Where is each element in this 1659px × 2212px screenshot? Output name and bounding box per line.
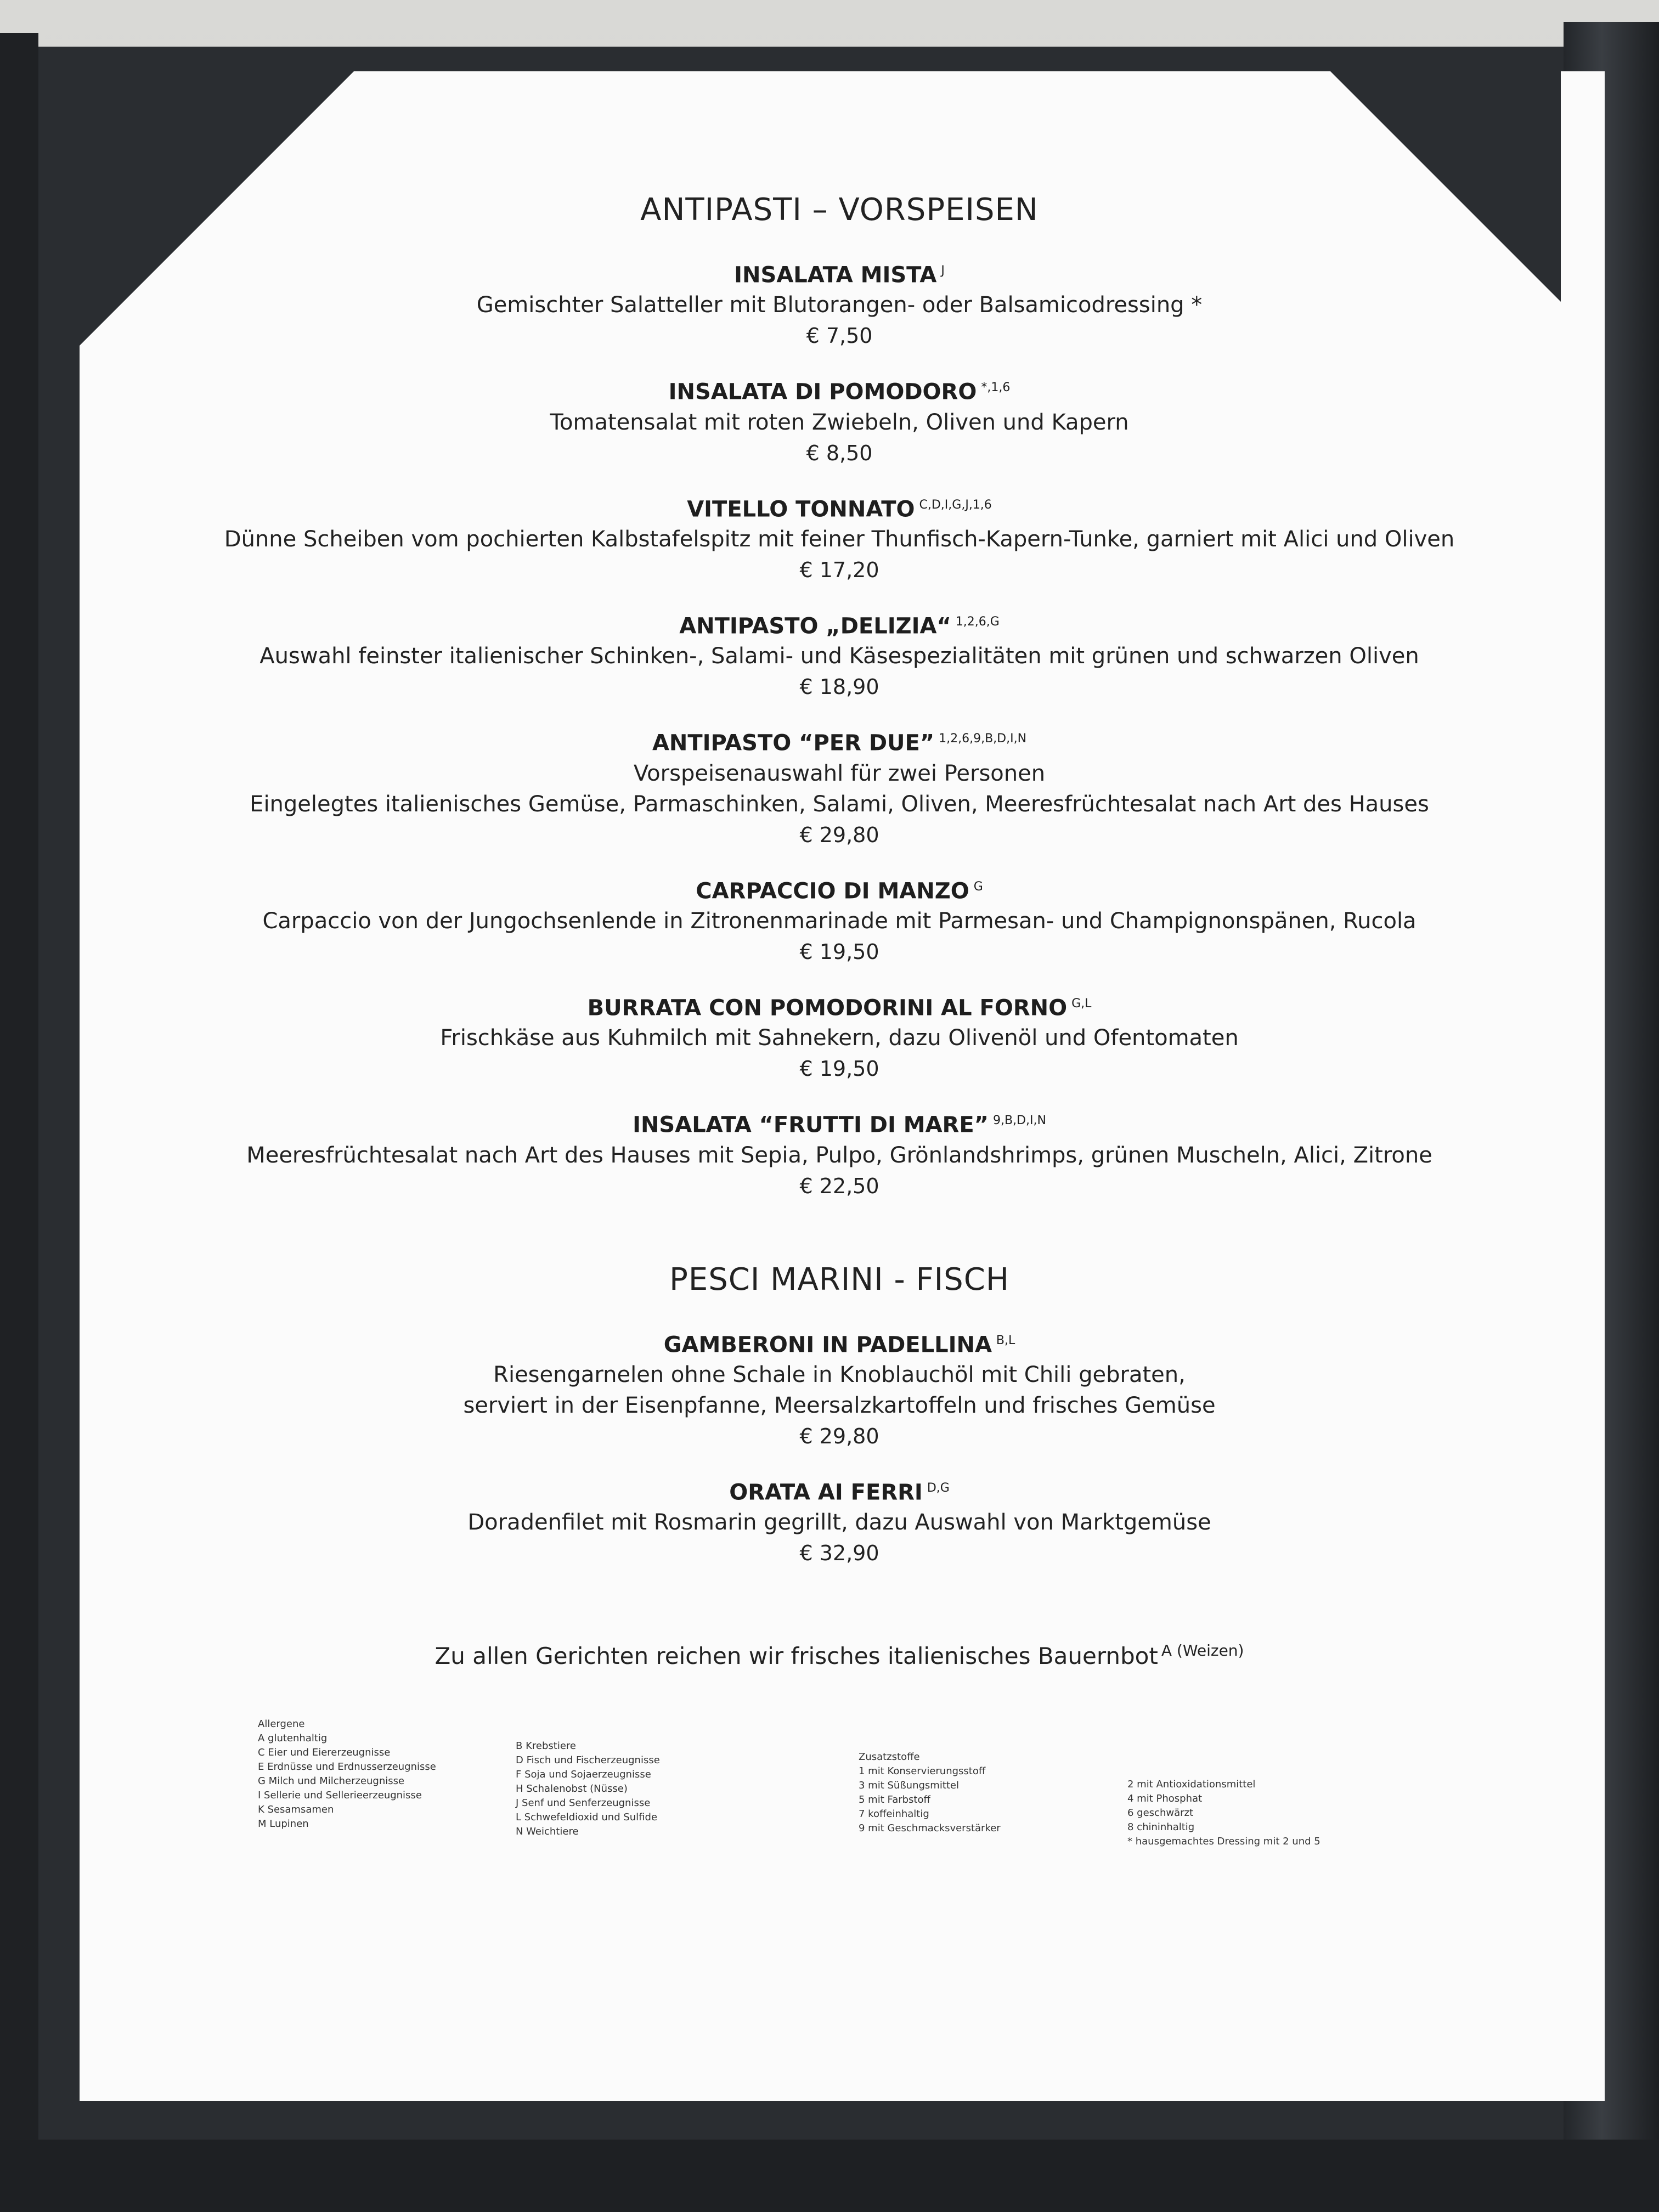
legend-line: M Lupinen xyxy=(258,1818,309,1830)
legend-line: 3 mit Süßungsmittel xyxy=(859,1780,960,1791)
menu-item xyxy=(181,1106,1498,1201)
bread-note xyxy=(181,1634,1498,1673)
legend-column xyxy=(1127,1778,1380,1849)
item-price: € 29,80 xyxy=(799,822,879,847)
menu-item xyxy=(181,1326,1498,1452)
legend-line: 4 mit Phosphat xyxy=(1127,1793,1203,1804)
legend-line: K Sesamsamen xyxy=(258,1804,334,1815)
item-description: Eingelegtes italienisches Gemüse, Parmaschinken, Salami, Oliven, Meeresfrüchtesalat nach Art des Hauses xyxy=(250,791,1429,817)
legend-line: 6 geschwärzt xyxy=(1127,1807,1194,1819)
legend-column xyxy=(516,1739,768,1839)
bread-note-text: Zu allen Gerichten reichen wir frisches italienisches Bauernbot xyxy=(435,1643,1158,1670)
item-description: Auswahl feinster italienischer Schinken-, Salami- und Käsespezialitäten mit grünen und schwarzen Oliven xyxy=(259,644,1419,669)
legend-line: G Milch und Milcherzeugnisse xyxy=(258,1775,405,1787)
folder-bottom xyxy=(0,2140,1659,2212)
legend-column xyxy=(859,1750,1111,1836)
item-name: GAMBERONI IN PADELLINA xyxy=(663,1331,992,1357)
legend-line: J Senf und Senferzeugnisse xyxy=(516,1797,651,1809)
menu-item xyxy=(181,607,1498,702)
legend-line: I Sellerie und Sellerieerzeugnisse xyxy=(258,1790,422,1801)
item-description: Doradenfilet mit Rosmarin gegrillt, dazu Auswahl von Marktgemüse xyxy=(467,1510,1211,1536)
item-price: € 19,50 xyxy=(799,1057,879,1081)
legend-line: 1 mit Konservierungsstoff xyxy=(859,1765,986,1777)
section-title: PESCI MARINI - FISCH xyxy=(669,1261,1009,1297)
item-description: Gemischter Salatteller mit Blutorangen- oder Balsamicodressing * xyxy=(476,292,1203,318)
legend-line: Allergene xyxy=(258,1718,305,1730)
item-price: € 29,80 xyxy=(799,1424,879,1448)
legend-line: B Krebstiere xyxy=(516,1740,576,1752)
item-price: € 19,50 xyxy=(799,939,879,964)
legend-line: 7 koffeinhaltig xyxy=(859,1808,929,1820)
legend-line: A glutenhaltig xyxy=(258,1733,328,1744)
item-price: € 7,50 xyxy=(806,324,873,348)
item-name: ORATA AI FERRI xyxy=(729,1480,923,1505)
item-price: € 17,20 xyxy=(799,557,879,582)
allergen-codes: 1,2,6,G xyxy=(955,614,1000,629)
legend-line: 2 mit Antioxidationsmittel xyxy=(1127,1779,1256,1790)
legend-line: 8 chininhaltig xyxy=(1127,1821,1195,1833)
item-description: Tomatensalat mit roten Zwiebeln, Oliven und Kapern xyxy=(550,409,1129,435)
item-description: serviert in der Eisenpfanne, Meersalzkartoffeln und frisches Gemüse xyxy=(463,1392,1216,1418)
legend-line: N Weichtiere xyxy=(516,1826,579,1837)
legend-line: C Eier und Eiererzeugnisse xyxy=(258,1747,391,1758)
item-price: € 18,90 xyxy=(799,675,879,699)
item-name: ANTIPASTO „DELIZIA“ xyxy=(679,613,951,639)
allergen-codes: C,D,I,G,J,1,6 xyxy=(919,498,992,512)
item-name: CARPACCIO DI MANZO xyxy=(696,878,969,904)
allergen-codes: 1,2,6,9,B,D,I,N xyxy=(939,732,1027,746)
menu-item xyxy=(181,1474,1498,1568)
legend-line: L Schwefeldioxid und Sulfide xyxy=(516,1812,658,1823)
legend-line: Zusatzstoffe xyxy=(859,1751,920,1763)
allergen-codes: D,G xyxy=(927,1481,950,1495)
item-description: Dünne Scheiben vom pochierten Kalbstafelspitz mit feiner Thunfisch-Kapern-Tunke, garniert mit Alici und Oliven xyxy=(224,526,1455,552)
item-price: € 32,90 xyxy=(799,1541,879,1566)
item-description: Frischkäse aus Kuhmilch mit Sahnekern, dazu Olivenöl und Ofentomaten xyxy=(440,1025,1239,1051)
item-name: ANTIPASTO “PER DUE” xyxy=(652,730,935,756)
bread-note-allergen: A (Weizen) xyxy=(1161,1641,1244,1660)
menu-item xyxy=(181,724,1498,850)
allergen-legend xyxy=(258,1717,1383,1871)
item-name: INSALATA “FRUTTI DI MARE” xyxy=(633,1112,989,1138)
legend-line: 5 mit Farbstoff xyxy=(859,1794,930,1805)
item-name: BURRATA CON POMODORINI AL FORNO xyxy=(587,995,1068,1021)
menu-item xyxy=(181,872,1498,967)
allergen-codes: G,L xyxy=(1071,996,1092,1011)
item-name: INSALATA MISTA xyxy=(734,262,937,288)
menu-content xyxy=(181,192,1498,1673)
allergen-codes: G xyxy=(973,879,983,894)
section-title: ANTIPASTI – VORSPEISEN xyxy=(640,192,1039,228)
item-price: € 8,50 xyxy=(806,441,873,465)
item-description: Riesengarnelen ohne Schale in Knoblauchöl mit Chili gebraten, xyxy=(493,1362,1186,1387)
folder-edge xyxy=(0,33,38,2212)
item-description: Vorspeisenauswahl für zwei Personen xyxy=(633,760,1046,786)
item-price: € 22,50 xyxy=(799,1173,879,1198)
menu-item xyxy=(181,989,1498,1084)
legend-line: H Schalenobst (Nüsse) xyxy=(516,1783,628,1795)
legend-line: D Fisch und Fischerzeugnisse xyxy=(516,1754,660,1766)
item-description: Carpaccio von der Jungochsenlende in Zitronenmarinade mit Parmesan- und Champignonspänen, Rucola xyxy=(262,908,1417,934)
menu-item xyxy=(181,373,1498,468)
allergen-codes: *,1,6 xyxy=(981,381,1011,395)
item-name: INSALATA DI POMODORO xyxy=(668,379,977,405)
allergen-codes: B,L xyxy=(996,1333,1015,1347)
legend-line: * hausgemachtes Dressing mit 2 und 5 xyxy=(1127,1836,1321,1847)
legend-line: 9 mit Geschmacksverstärker xyxy=(859,1822,1001,1834)
legend-line: F Soja und Sojaerzeugnisse xyxy=(516,1769,651,1780)
menu-item xyxy=(181,490,1498,585)
item-name: VITELLO TONNATO xyxy=(687,496,915,522)
legend-line: E Erdnüsse und Erdnusserzeugnisse xyxy=(258,1761,436,1773)
item-description: Meeresfrüchtesalat nach Art des Hauses mit Sepia, Pulpo, Grönlandshrimps, grünen Muscheln, Alici, Zitrone xyxy=(246,1142,1432,1168)
menu-item xyxy=(181,256,1498,351)
allergen-codes: J xyxy=(941,264,945,278)
legend-column xyxy=(258,1717,510,1831)
allergen-codes: 9,B,D,I,N xyxy=(992,1114,1046,1128)
